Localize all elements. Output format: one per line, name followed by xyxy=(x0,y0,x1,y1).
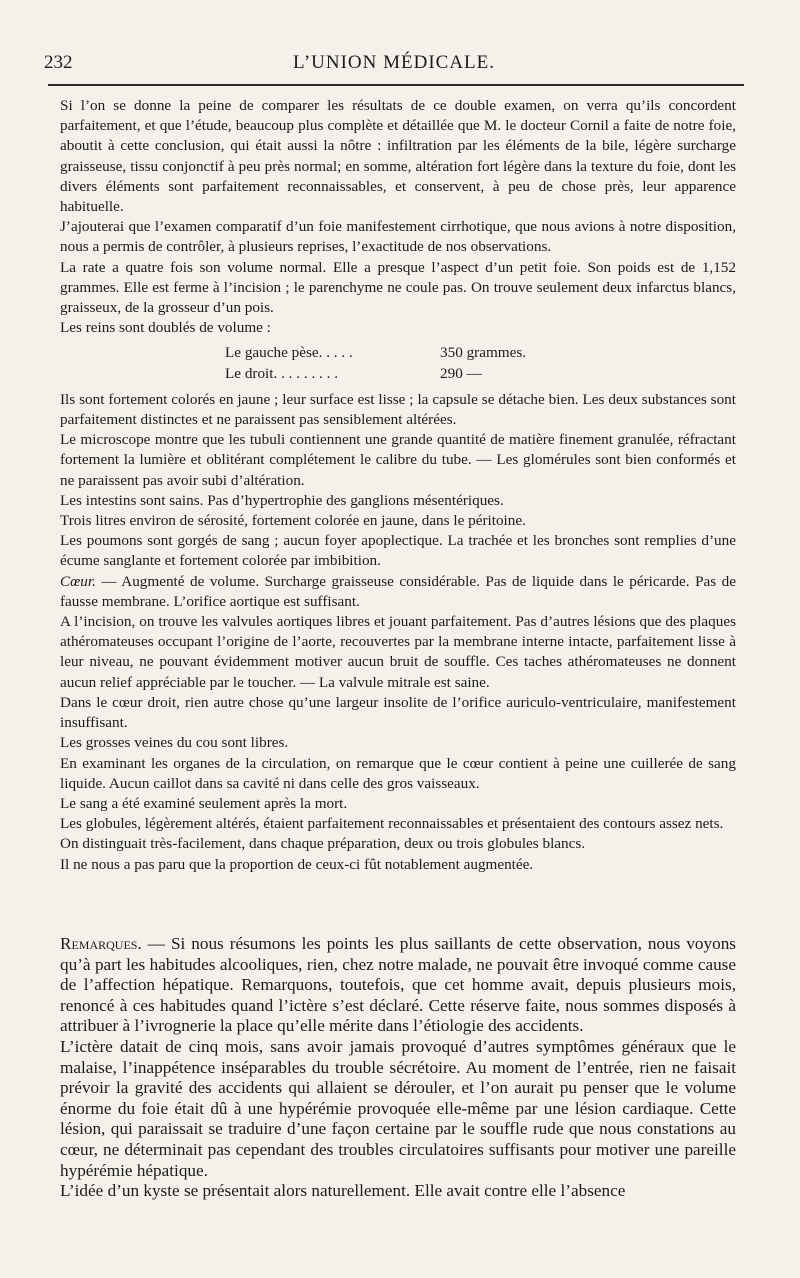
header-rule xyxy=(48,84,744,86)
weight-value: 350 grammes. xyxy=(440,344,527,362)
paragraph: Ils sont fortement colorés en jaune ; leur surface est lisse ; la capsule se détache bien. Les deux substances sont parfaitement distinctes et ne paraissent pas sensiblement altérées. xyxy=(60,390,736,429)
remarks-paragraph: L’ictère datait de cinq mois, sans avoir jamais provoqué d’autres symptômes généraux que le malaise, l’inappétence inséparables du trouble sécrétoire. Au moment de l’entrée, rien ne faisait prévoir la gravité des accidents qui allaient se dérouler, et l’on aurait pu penser que le volume énorme du foie était dû à une hypérémie provoquée elle-même par une lésion cardiaque. Cette lésion, qui paraissait se traduire d’une façon certaine par le souffle rude que nous constations au cœur, ne déterminait pas cependant des troubles circulatoires suffisants pour motiver une pareille hypérémie hépatique. xyxy=(60,1036,736,1180)
page-number: 232 xyxy=(44,52,73,73)
paragraph: Les grosses veines du cou sont libres. xyxy=(60,734,289,752)
paragraph: A l’incision, on trouve les valvules aortiques libres et jouant parfaitement. Pas d’autres lésions que des plaques athéromateuses occupant l’origine de l’aorte, recouvertes par la membrane interne intacte, parfaitement lisse à leur niveau, ne pouvant évidemment motiver aucun bruit de souffle. Ces taches athéromateuses ne donnent aucun relief appréciable par le toucher. — La valvule mitrale est saine. xyxy=(60,613,736,691)
remarks-text: — Si nous résumons les points les plus saillants de cette observation, nous voyons qu’à part les habitudes alcooliques, rien, chez notre malade, ne pouvait être invoqué comme cause de l’affection hépatique. Remarquons, toutefois, que cet homme avait, depuis plusieurs mois, renoncé à ces habitudes quand l’ictère s’est déclaré. Cette réserve faite, nous sommes disposés à attribuer à l’ivrognerie la place qu’elle mérite dans l’étiologie des accidents. xyxy=(60,934,736,1036)
coeur-label: Cœur. xyxy=(60,572,96,590)
paragraph: Trois litres environ de sérosité, fortement colorée en jaune, dans le péritoine. xyxy=(60,512,526,530)
weight-value: 290 — xyxy=(440,364,482,382)
running-title: L’UNION MÉDICALE. xyxy=(292,52,496,73)
kidney-weights-table xyxy=(225,343,736,383)
paragraph: En examinant les organes de la circulation, on remarque que le cœur contient à peine une cuillerée de sang liquide. Aucun caillot dans sa cavité ni dans celle des gros vaisseaux. xyxy=(60,754,736,792)
weight-label: Le gauche pèse. . . . . xyxy=(225,344,353,362)
paragraph: La rate a quatre fois son volume normal. Elle a presque l’aspect d’un petit foie. Son poids est de 1,152 grammes. Elle est ferme à l’incision ; le parenchyme ne coule pas. On trouve seulement deux infarctus blancs, graisseux, de la grosseur d’un pois. xyxy=(60,258,736,317)
paragraph: Il ne nous a pas paru que la proportion de ceux-ci fût notablement augmentée. xyxy=(60,855,534,873)
paragraph: Dans le cœur droit, rien autre chose qu’une largeur insolite de l’orifice auriculo-ventriculaire, manifestement insuffisant. xyxy=(60,693,736,732)
weight-label: Le droit. . . . . . . . . xyxy=(225,364,339,382)
paragraph: Les intestins sont sains. Pas d’hypertrophie des ganglions mésentériques. xyxy=(60,491,504,509)
paragraph: Si l’on se donne la peine de comparer les résultats de ce double examen, on verra qu’ils concordent parfaitement, et que l’étude, beaucoup plus complète et détaillée que M. le docteur Cornil a faite de notre foie, aboutit à cette conclusion, qui était aussi la nôtre : infiltration par les éléments de la bile, légère surcharge graisseuse, tissu conjonctif à peu près normal; en somme, altération fort légère dans la texture du foie, dont les divers éléments sont parfaitement reconnaissables, et conservent, à peu de chose près, leur apparence habituelle. xyxy=(60,97,736,216)
page-header xyxy=(44,52,744,78)
paragraph: Le sang a été examiné seulement après la mort. xyxy=(60,794,348,812)
paragraph: Les reins sont doublés de volume : xyxy=(60,319,271,337)
remarks-paragraph xyxy=(60,934,736,1037)
paragraph-coeur xyxy=(60,572,736,612)
weight-row xyxy=(225,364,555,384)
article-body xyxy=(60,96,736,875)
paragraph: Les poumons sont gorgés de sang ; aucun foyer apoplectique. La trachée et les bronches sont remplies d’une écume sanglante et fortement colorée par imbibition. xyxy=(60,532,736,570)
paragraph: On distinguait très-facilement, dans chaque préparation, deux ou trois globules blancs. xyxy=(60,835,586,853)
remarks-section xyxy=(60,934,736,1202)
paragraph: Le microscope montre que les tubuli contiennent une grande quantité de matière finement granulée, réfractant fortement la lumière et oblitérant complétement le calibre du tube. — Les glomérules sont bien conformés et ne paraissent pas avoir subi d’altération. xyxy=(60,431,736,489)
coeur-text: — Augmenté de volume. Surcharge graisseuse considérable. Pas de liquide dans le péricarde. Pas de fausse membrane. L’orifice aortique est suffisant. xyxy=(60,572,736,610)
paragraph: J’ajouterai que l’examen comparatif d’un foie manifestement cirrhotique, que nous avions à notre disposition, nous a permis de contrôler, à plusieurs reprises, l’exactitude de nos observations. xyxy=(60,218,736,256)
remarks-paragraph: L’idée d’un kyste se présentait alors naturellement. Elle avait contre elle l’absence xyxy=(60,1181,626,1201)
remarks-label: Remarques. xyxy=(60,934,142,953)
paragraph: Les globules, légèrement altérés, étaient parfaitement reconnaissables et présentaient des contours assez nets. xyxy=(60,815,724,833)
weight-row xyxy=(225,343,555,363)
